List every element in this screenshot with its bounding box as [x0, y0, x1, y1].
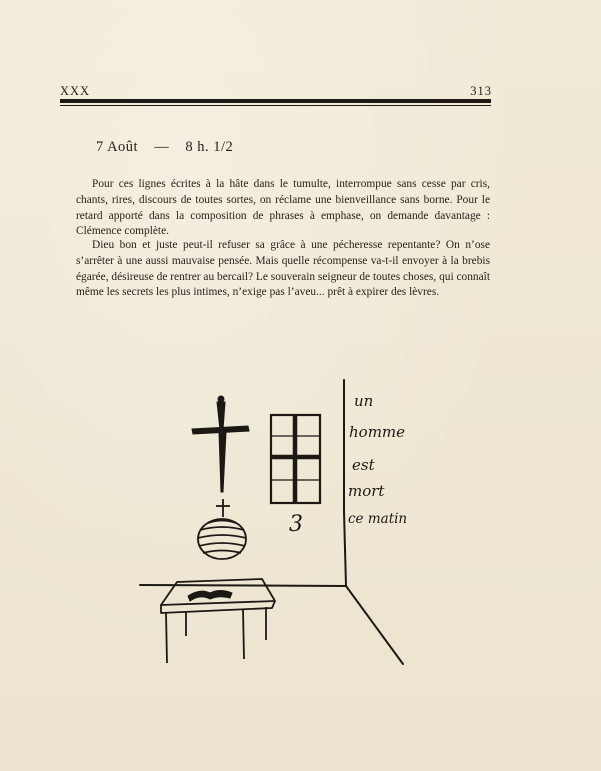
- page-number: 313: [470, 84, 492, 98]
- handwritten-word-3: est: [352, 456, 375, 474]
- paragraph-1: Pour ces lignes écrites à la hâte dans le tumulte, interrompue sans cesse par cris, chants, rires, discours de toutes sortes, on réclame une bienveillance sans borne. Pour le retard apporté dans la composition de phrases à emphase, on demande davantage : Clémence complète.: [76, 178, 490, 238]
- handwritten-word-2: homme: [349, 423, 406, 441]
- window-icon: [271, 415, 320, 503]
- entry-date: 7 Août: [96, 139, 139, 155]
- handwritten-word-1: un: [354, 392, 374, 410]
- handwritten-message: [348, 392, 407, 527]
- handwritten-word-5: ce matin: [348, 511, 408, 527]
- book-icon: [188, 591, 232, 602]
- entry-time: 8 h. 1/2: [185, 139, 234, 155]
- chapter-number: XXX: [60, 84, 91, 98]
- paragraph-2: Dieu bon et juste peut-il refuser sa grâce à une pécheresse repentante? On n’ose s’arrêter à une aussi mauvaise pensée. Mais quelle récompense va-t-il envoyer à la brebis égarée, désireuse de rentrer au bercail? Le souverain seigneur de toutes choses, qui connaît même les secrets les plus intimes, n’exige pas l’aveu... prêt à expirer des lèvres.: [76, 239, 490, 299]
- hanging-glyph: 3: [289, 512, 303, 537]
- globe-cross-icon: [198, 499, 246, 559]
- entry-dash: —: [154, 139, 170, 155]
- handwritten-word-4: mort: [348, 482, 385, 500]
- sword-icon: [192, 396, 249, 492]
